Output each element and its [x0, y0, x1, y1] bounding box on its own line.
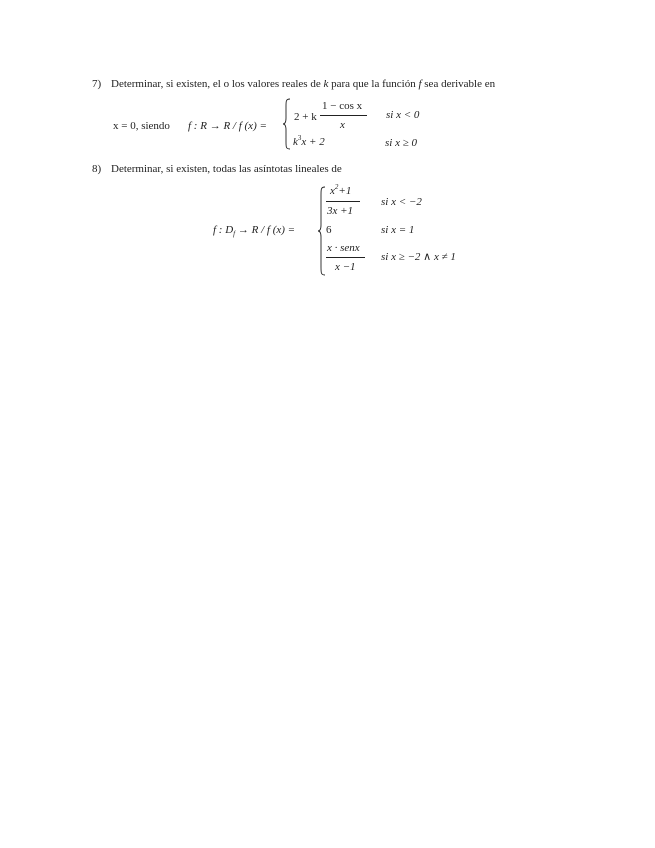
case-2-condition: si x ≥ 0 — [385, 137, 418, 149]
map-domain: f : D — [213, 224, 234, 236]
problem-7-statement — [111, 79, 495, 90]
case-8-3-denominator: x −1 — [335, 261, 356, 273]
map-subscript: f — [233, 230, 236, 238]
case-8-1-fraction-bar — [326, 201, 360, 202]
case-1-fraction-bar — [320, 115, 367, 116]
case-8-1-numerator — [330, 183, 352, 197]
case-8-3-condition: si x ≥ −2 ∧ x ≠ 1 — [381, 251, 456, 263]
case-1-numerator: 1 − cos x — [322, 100, 363, 112]
problem-8-statement: Determinar, si existen, todas las asíntotas lineales de — [111, 163, 342, 175]
case-2-exponent: 3 — [297, 134, 302, 142]
case-8-2-condition: si x = 1 — [381, 224, 415, 236]
statement-mid: para que la función — [331, 78, 416, 90]
map-rest: → R / f (x) = — [237, 224, 296, 236]
case-2-expression — [293, 134, 325, 148]
problem-7-number: 7) — [92, 78, 102, 90]
case-8-3-fraction-bar — [326, 257, 365, 258]
variable-f: f — [418, 78, 422, 90]
case-8-3-numerator: x · senx — [327, 242, 360, 254]
case-8-2-expression: 6 — [326, 224, 332, 236]
variable-k: k — [323, 78, 329, 90]
left-brace-7 — [282, 98, 292, 150]
case-8-1-condition: si x < −2 — [381, 196, 422, 208]
case-8-1-denominator: 3x +1 — [327, 205, 354, 217]
num-rest: +1 — [338, 185, 352, 197]
statement-end: sea derivable en — [424, 78, 496, 90]
num-x: x — [330, 185, 335, 197]
case-2-k: k — [293, 136, 298, 148]
function-mapping-7: f : R → R / f (x) = — [188, 120, 267, 132]
x-equals-zero: x = 0, siendo — [113, 120, 170, 132]
problem-8-number: 8) — [92, 163, 102, 175]
case-2-rest: x + 2 — [301, 136, 325, 148]
case-1-prefix: 2 + k — [294, 111, 317, 123]
case-1-denominator: x — [340, 119, 345, 131]
function-mapping-8 — [213, 225, 295, 236]
num-exponent: 2 — [334, 183, 339, 191]
statement-start: Determinar, si existen, el o los valores reales de — [111, 78, 321, 90]
case-1-condition: si x < 0 — [386, 109, 420, 121]
